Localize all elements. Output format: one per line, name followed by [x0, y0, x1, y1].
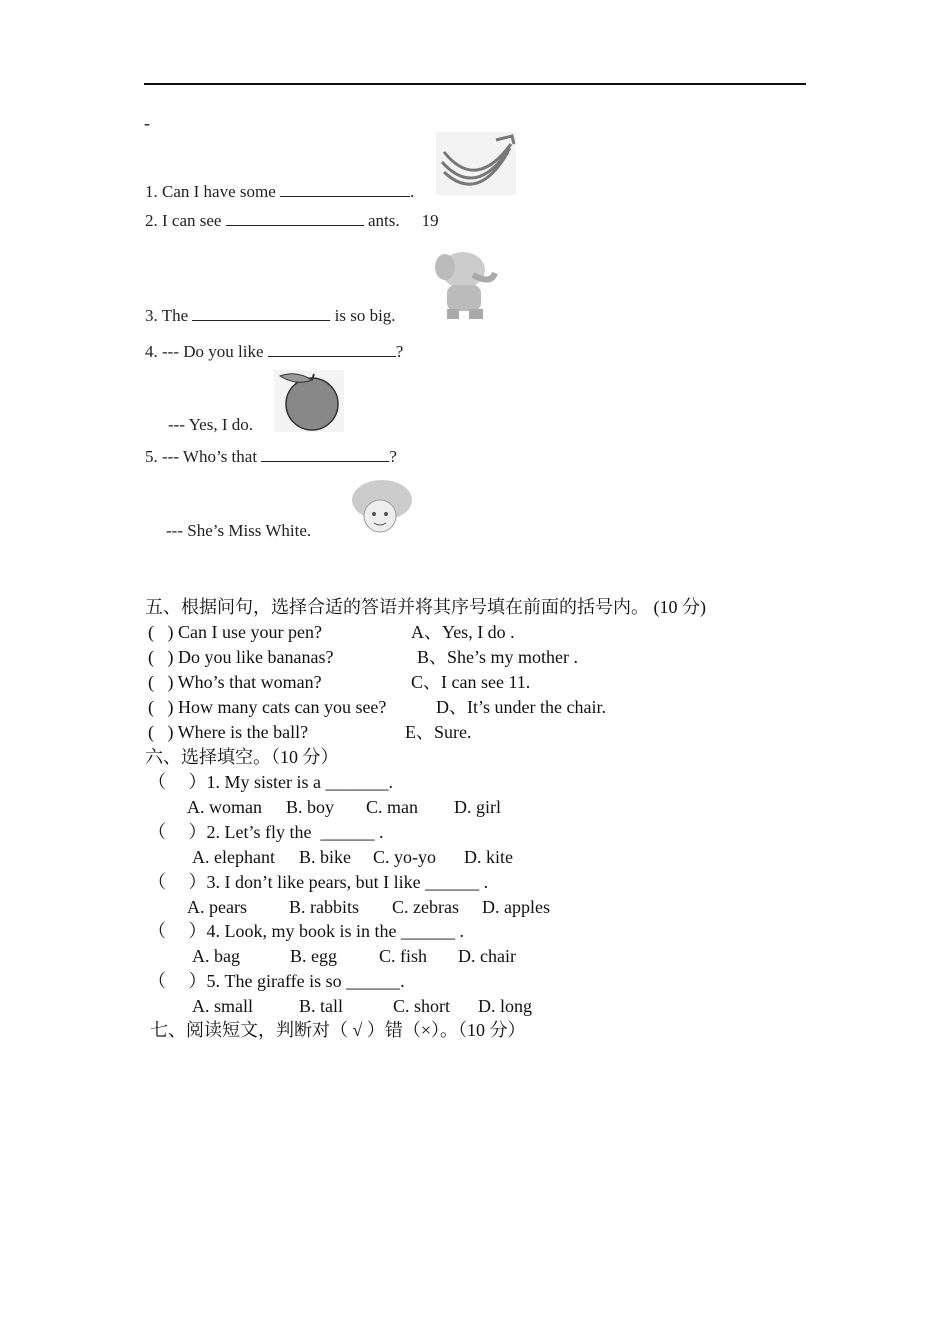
q5-blank[interactable]: [261, 444, 389, 462]
q3-text: 3. The: [145, 306, 193, 325]
question-5: [145, 444, 397, 468]
option: D. chair: [458, 946, 516, 966]
option: C. yo-yo: [373, 847, 436, 867]
part6-question: （ ）4. Look, my book is in the ______ .: [148, 921, 464, 941]
q1-end: .: [410, 182, 415, 201]
option: B. boy: [286, 797, 335, 817]
q4-end: ?: [395, 342, 404, 361]
question-3: [145, 303, 396, 327]
part5-answer: B、She’s my mother .: [417, 647, 578, 667]
part6-question: （ ）3. I don’t like pears, but I like ______ .: [148, 872, 489, 892]
part5-title: 五、根据问句，选择合适的答语并将其序号填在前面的括号内。 (10 分): [145, 597, 706, 617]
header-rule: [144, 83, 806, 85]
q3-blank[interactable]: [192, 303, 330, 321]
part6-question: （ ）5. The giraffe is so ______.: [148, 971, 405, 991]
option: D. apples: [482, 897, 550, 917]
question-1: [145, 179, 414, 203]
option: A. woman: [187, 797, 262, 817]
part5-question: ( ) Where is the ball?: [148, 722, 309, 742]
option: C. short: [393, 996, 451, 1016]
option: A. small: [192, 996, 253, 1016]
option: B. bike: [299, 847, 351, 867]
banana-picture: [436, 132, 516, 195]
part6-title: 六、选择填空。（10 分）: [145, 747, 339, 767]
part5-question: ( ) Can I use your pen?: [148, 622, 322, 642]
part5-question: ( ) How many cats can you see?: [148, 697, 387, 717]
option: B. rabbits: [289, 897, 359, 917]
q2-end: ants.: [363, 211, 400, 230]
q1-text: 1. Can I have some: [145, 182, 281, 201]
part6-question: （ ）1. My sister is a _______.: [148, 772, 393, 792]
option: C. zebras: [392, 897, 459, 917]
q5-text: 5. --- Who’s that: [145, 447, 262, 466]
q2-blank[interactable]: [226, 208, 364, 226]
part5-answer: C、I can see 11.: [411, 672, 531, 692]
part5-answer: A、Yes, I do .: [411, 622, 515, 642]
part5-question: ( ) Who’s that woman?: [148, 672, 322, 692]
q3-end: is so big.: [330, 306, 396, 325]
dash-mark: -: [144, 113, 150, 133]
part5-question: ( ) Do you like bananas?: [148, 647, 334, 667]
part5-answer: D、It’s under the chair.: [436, 697, 606, 717]
answer-5: --- She’s Miss White.: [166, 521, 312, 540]
option: B. tall: [299, 996, 343, 1016]
option: C. fish: [379, 946, 428, 966]
q2-text: 2. I can see: [145, 211, 226, 230]
question-2: [145, 208, 439, 232]
option: D. long: [478, 996, 532, 1016]
girl-picture: [344, 476, 416, 537]
q4-text: 4. --- Do you like: [145, 342, 268, 361]
apple-picture: [274, 370, 344, 432]
part5-answer: E、Sure.: [405, 722, 472, 742]
option: C. man: [366, 797, 418, 817]
q1-blank[interactable]: [280, 179, 410, 197]
part7-title: 七、阅读短文，判断对（ √ ）错（×）。（10 分）: [150, 1020, 526, 1040]
option: A. bag: [192, 946, 240, 966]
part6-question: （ ）2. Let’s fly the ______ .: [148, 822, 384, 842]
q5-end: ?: [389, 447, 397, 466]
option: B. egg: [290, 946, 337, 966]
option: A. elephant: [192, 847, 275, 867]
answer-4: --- Yes, I do.: [168, 415, 253, 434]
elephant-picture: [433, 245, 503, 322]
option: D. kite: [464, 847, 513, 867]
q4-blank[interactable]: [268, 339, 396, 357]
option: A. pears: [187, 897, 247, 917]
question-4: [145, 339, 403, 363]
option: D. girl: [454, 797, 501, 817]
q2-number: 19: [421, 211, 439, 230]
